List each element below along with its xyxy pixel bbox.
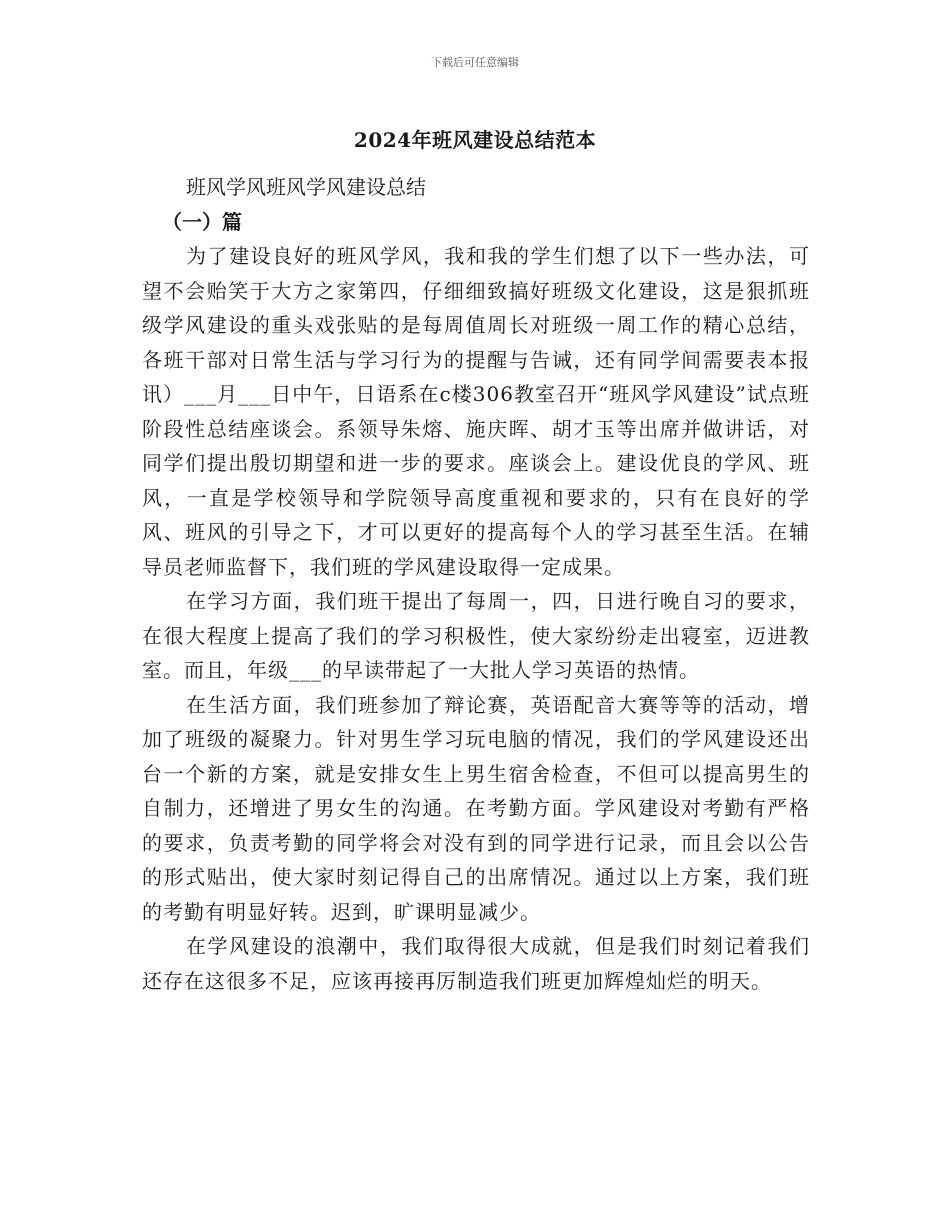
paragraph-3: 在生活方面，我们班参加了辩论赛，英语配音大赛等等的活动，增加了班级的凝聚力。针对男生学习玩电脑的情况，我们的学风建设还出台一个新的方案，就是安排女生上男生宿舍检查，不但可以提高男生的自制力，还增进了男女生的沟通。在考勤方面。学风建设对考勤有严格的要求，负责考勤的同学将会对没有到的同学进行记录，而且会以公告的形式贴出，使大家时刻记得自己的出席情况。通过以上方案，我们班的考勤有明显好转。迟到，旷课明显减少。 — [142, 692, 810, 924]
paragraph-4: 在学风建设的浪潮中，我们取得很大成就，但是我们时刻记着我们还存在这很多不足，应该再接再厉制造我们班更加辉煌灿烂的明天。 — [142, 934, 810, 993]
document-body — [142, 170, 810, 998]
header-note: 下载后可任意编辑 — [431, 56, 519, 69]
paragraph-2: 在学习方面，我们班干提出了每周一，四，日进行晚自习的要求，在很大程度上提高了我们的学习积极性，使大家纷纷走出寝室，迈进教室。而且，年级___的早读带起了一大批人学习英语的热情。 — [142, 589, 810, 682]
paragraph-1: 为了建设良好的班风学风，我和我的学生们想了以下一些办法，可望不会贻笑于大方之家第四，仔细细致搞好班级文化建设，这是狠抓班级学风建设的重头戏张贴的是每周值周长对班级一周工作的精心总结，各班干部对日常生活与学习行为的提醒与告诫，还有同学间需要表本报讯）___月___日中午，日语系在c楼306教室召开“班风学风建设”试点班阶段性总结座谈会。系领导朱熔、施庆晖、胡才玉等出席并做讲话，对同学们提出殷切期望和进一步的要求。座谈会上。建设优良的学风、班风，一直是学校领导和学院领导高度重视和要求的，只有在良好的学风、班风的引导之下，才可以更好的提高每个人的学习甚至生活。在辅导员老师监督下，我们班的学风建设取得一定成果。 — [142, 244, 810, 579]
section-heading: （一）篇 — [162, 209, 242, 234]
document-subtitle: 班风学风班风学风建设总结 — [186, 175, 426, 199]
document-title: 2024年班风建设总结范本 — [353, 128, 597, 152]
